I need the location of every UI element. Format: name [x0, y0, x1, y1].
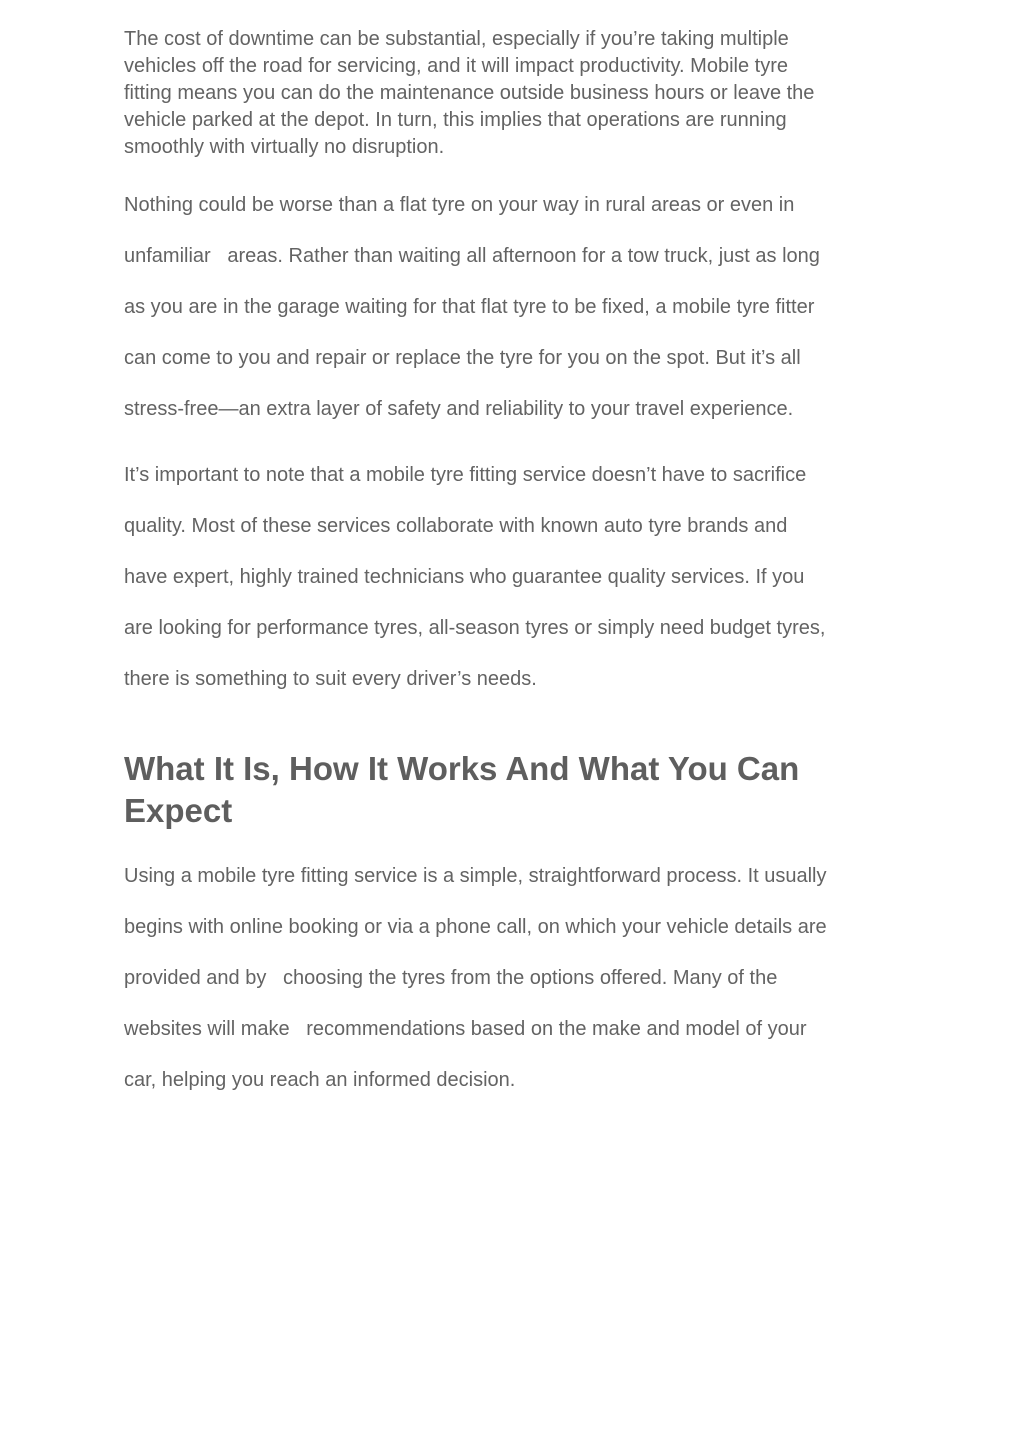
text-line: have expert, highly trained technicians who guarantee quality services. If you — [124, 566, 805, 588]
text-line: It’s important to note that a mobile tyre fitting service doesn’t have to sacrifice — [124, 464, 807, 486]
text-line: fitting means you can do the maintenance outside business hours or leave the — [124, 82, 815, 104]
text-line: vehicles off the road for servicing, and it will impact productivity. Mobile tyre — [124, 55, 788, 77]
text-line: Nothing could be worse than a flat tyre on your way in rural areas or even in — [124, 194, 795, 216]
text-line: can come to you and repair or replace the tyre for you on the spot. But it’s all — [124, 347, 801, 369]
text-line: websites will make recommendations based on the make and model of your — [124, 1018, 807, 1040]
text-line: unfamiliar areas. Rather than waiting all afternoon for a tow truck, just as long — [124, 245, 820, 267]
text-line: provided and by choosing the tyres from the options offered. Many of the — [124, 967, 778, 989]
text-line: as you are in the garage waiting for that flat tyre to be fixed, a mobile tyre fitter — [124, 296, 815, 318]
text-line: begins with online booking or via a phone call, on which your vehicle details are — [124, 916, 827, 938]
text-line: smoothly with virtually no disruption. — [124, 136, 445, 158]
text-line: vehicle parked at the depot. In turn, this implies that operations are running — [124, 109, 787, 131]
text-line: quality. Most of these services collaborate with known auto tyre brands and — [124, 515, 788, 537]
text-line: car, helping you reach an informed decision. — [124, 1069, 516, 1091]
text-line: stress-free—an extra layer of safety and reliability to your travel experience. — [124, 398, 794, 420]
heading-line: What It Is, How It Works And What You Can — [124, 750, 800, 787]
text-line: The cost of downtime can be substantial, especially if you’re taking multiple — [124, 28, 789, 50]
text-line: there is something to suit every driver’s needs. — [124, 668, 537, 690]
text-line: Using a mobile tyre fitting service is a simple, straightforward process. It usually — [124, 865, 827, 887]
text-line: are looking for performance tyres, all-season tyres or simply need budget tyres, — [124, 617, 826, 639]
heading-line: Expect — [124, 792, 233, 829]
